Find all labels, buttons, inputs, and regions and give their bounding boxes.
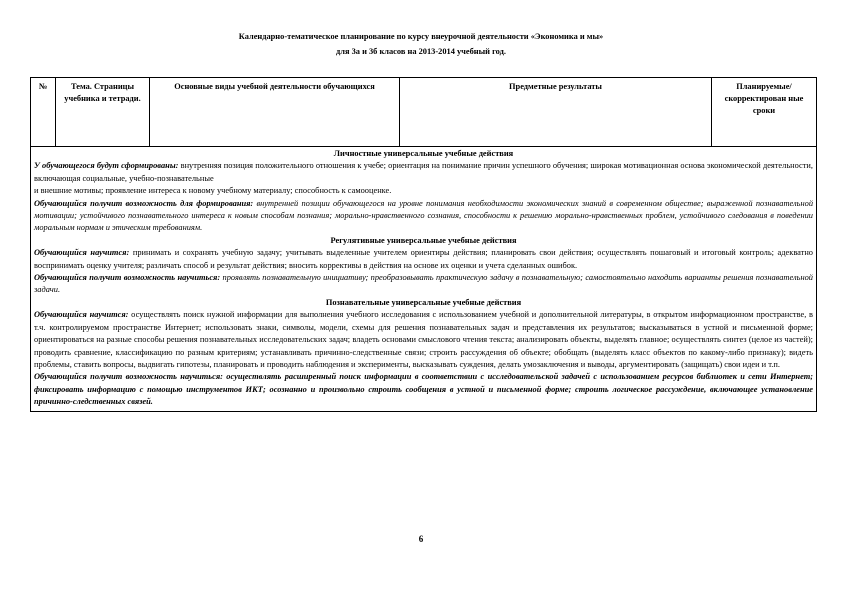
personal-p1-text: внутренняя позиция положительного отношения к учебе; ориентация на понимание причин успешного обучения; широкая мотивационная основа экономической деятельности, включающая социальные, учебно-познавательные (34, 161, 813, 183)
personal-paragraph-2 (34, 198, 813, 235)
header-topic: Тема. Страницы учебника и тетради. (56, 78, 150, 147)
cognitive-p2-text: осуществлять расширенный поиск информации в соответствии с исследовательской задачей с использованием ресурсов библиотек и сети Интернет; фиксировать информацию с помощью инструментов ИКТ; осознанно и произвольно строить сообщения в устной и письменной форме; строить логическое рассуждение, включающее установление причинно-следственных связей. (34, 372, 813, 407)
header-subject-results: Предметные результаты (400, 78, 712, 147)
document-title-line1: Календарно-тематическое планирование по курсу внеурочной деятельности «Экономика и мы» (238, 32, 604, 41)
section-title-regulatory: Регулятивные универсальные учебные действия (330, 235, 517, 245)
cognitive-p1-lead: Обучающийся научится: (34, 310, 129, 320)
table-header-row (31, 78, 817, 147)
page-number: 6 (418, 534, 424, 544)
planning-table (30, 77, 817, 412)
regulatory-paragraph-1 (34, 247, 813, 272)
regulatory-p1-lead: Обучающийся научится: (34, 248, 130, 258)
cognitive-p1-text: осуществлять поиск нужной информации для выполнения учебного исследования с использованием учебной и дополнительной литературы, в открытом информационном пространстве, в т.ч. контролируемом пространстве Интернет; использовать знаки, символы, модели, схемы для решения познавательных задач и представления их результатов; высказываться в устной и письменной форме; ориентироваться на разные способы решения познавательных исследовательских задач; владеть основами смыслового чтения текста; анализировать объекты, выделять главное; осуществлять синтез (целое из частей); проводить сравнение, классификацию по разным критериям; устанавливать причинно-следственные связи; строить рассуждения об объекте; обобщать (выделять класс объектов по какому-либо признаку); видеть проблемы, ставить вопросы, выдвигать гипотезы, планировать и проводить наблюдения и эксперименты, высказывать суждения, делать умозаключения и выводы, аргументировать (защищать) свои идеи и т.п. (34, 310, 814, 369)
header-number: № (31, 78, 56, 147)
personal-paragraph-1b: и внешние мотивы; проявление интереса к новому учебному материалу; способность к самооценке. (34, 186, 392, 196)
table-row (31, 147, 817, 412)
personal-p1-lead: У обучающегося будут сформированы: (34, 161, 179, 171)
personal-p2-lead: Обучающийся получит возможность для формирования: (34, 198, 254, 208)
cognitive-p2-lead: Обучающийся получит возможность научиться: (34, 372, 223, 382)
document-title-line2: для 3а и 3б класов на 2013-2014 учебный год. (336, 47, 506, 56)
regulatory-p2-text: проявлять познавательную инициативу; преобразовывать практическую задачу в познавательную; самостоятельно находить варианты решения познавательной задачи. (34, 273, 813, 295)
cognitive-paragraph-2 (34, 371, 813, 408)
competencies-cell (31, 147, 817, 412)
personal-paragraph-1 (34, 160, 813, 185)
section-title-personal: Личностные универсальные учебные действия (333, 149, 514, 158)
regulatory-p1-text: принимать и сохранять учебную задачу; учитывать выделенные учителем ориентиры действия; планировать свои действия; осуществлять пошаговый и итоговый контроль; адекватно воспринимать оценку учителя; различать способ и результат действия; вносить коррективы в действия на основе их оценки и учета сделанных ошибок. (34, 248, 813, 270)
regulatory-paragraph-2 (34, 272, 813, 297)
regulatory-p2-lead: Обучающийся получит возможность научиться: (34, 273, 221, 283)
header-activities: Основные виды учебной деятельности обучающихся (150, 78, 400, 147)
header-dates: Планируемые/ скорректирован ные сроки (712, 78, 817, 147)
section-title-cognitive: Познавательные универсальные учебные действия (325, 297, 522, 307)
cognitive-paragraph-1 (34, 309, 813, 371)
personal-p2-text: внутренней позиции обучающегося на уровне понимания необходимости экономических знаний в современном обществе; выраженной познавательной мотивации; устойчивого познавательного интереса к новым способам познания; морально-нравственного сознания, способности к решению морально-нравственных проблем, устойчивого следования в поведении моральным нормам и этическим требованиям. (34, 198, 814, 233)
